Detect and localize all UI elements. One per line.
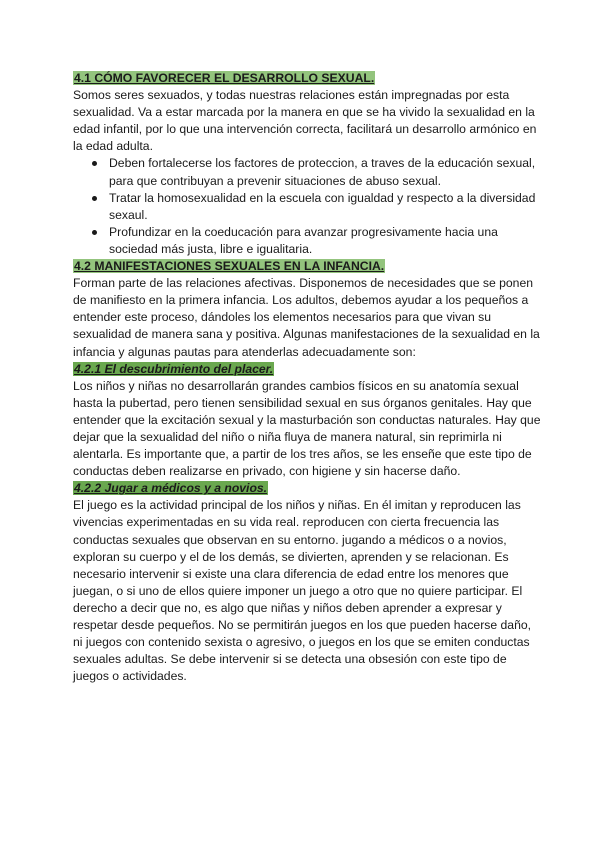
bullet-item: Tratar la homosexualidad en la escuela con igualdad y respecto a la diversidad sexaul. xyxy=(109,190,541,224)
section-paragraph: Somos seres sexuados, y todas nuestras relaciones están impregnadas por esta sexualidad. Va a estar marcada por la manera en que se ha vivido la sexualidad en la edad infantil, por lo que una intervención correcta, facilitará un desarrollo armónico en la edad adulta. xyxy=(73,88,537,154)
bullet-item: Deben fortalecerse los factores de proteccion, a traves de la educación sexual, para que contribuyan a prevenir situaciones de abuso sexual. xyxy=(109,155,541,189)
document-body xyxy=(73,70,541,685)
subsection-heading-4-2-1: 4.2.1 El descubrimiento del placer. xyxy=(74,361,274,376)
bullet-item: Profundizar en la coeducación para avanzar progresivamente hacia una sociedad más justa, libre e igualitaria. xyxy=(109,224,541,258)
subsection-heading-4-2-2: 4.2.2 Jugar a médicos y a novios. xyxy=(74,481,268,496)
bullet-list xyxy=(73,155,541,258)
section-heading-4-2: 4.2 MANIFESTACIONES SEXUALES EN LA INFANCIA. xyxy=(74,259,385,274)
section-paragraph: Forman parte de las relaciones afectivas. Disponemos de necesidades que se ponen de manifiesto en la primera infancia. Los adultos, debemos ayudar a los pequeños a entender este proceso, dándoles los elementos necesarios para que vivan su sexualidad de manera sana y positiva. Algunas manifestaciones de la sexualidad en la infancia y algunas pautas para atenderlas adecuadamente son: xyxy=(73,276,540,359)
section-heading-block xyxy=(73,258,541,275)
subsection-heading-block xyxy=(73,361,541,378)
section-paragraph: El juego es la actividad principal de los niños y niñas. En él imitan y reproducen las vivencias experimentadas en su vida real. reproducen con cierta frecuencia las conductas sexuales que observan en su entorno. jugando a médicos o a novios, exploran su cuerpo y el de los demás, se divierten, aprenden y se relacionan. Es necesario intervenir si existe una clara diferencia de edad entre los menores que juegan, o si uno de ellos quiere imponer un juego a otro que no quiere participar. El derecho a decir que no, es algo que niñas y niños deben aprender a expresar y respetar desde pequeños. No se permitirán juegos en los que pueden hacerse daño, ni juegos con contenido sexista o agresivo, o juegos en los que se emiten conductas sexuales adultas. Se debe intervenir si se detecta una obsesión con este tipo de juegos o actividades. xyxy=(73,498,532,684)
section-heading-4-1: 4.1 CÓMO FAVORECER EL DESARROLLO SEXUAL. xyxy=(74,71,375,85)
section-paragraph: Los niños y niñas no desarrollarán grandes cambios físicos en su anatomía sexual hasta la pubertad, pero tienen sensibilidad sexual en sus órganos genitales. Hay que entender que la excitación sexual y la masturbación son conductas naturales. Hay que dejar que la sexualidad del niño o niña fluya de manera natural, sin reprimirla ni alentarla. Es importante que, a partir de los tres años, se les enseñe que este tipo de conductas deben realizarse en privado, con higiene y sin hacerse daño. xyxy=(73,378,541,479)
section-heading-block xyxy=(73,70,541,87)
subsection-heading-block xyxy=(73,480,541,497)
